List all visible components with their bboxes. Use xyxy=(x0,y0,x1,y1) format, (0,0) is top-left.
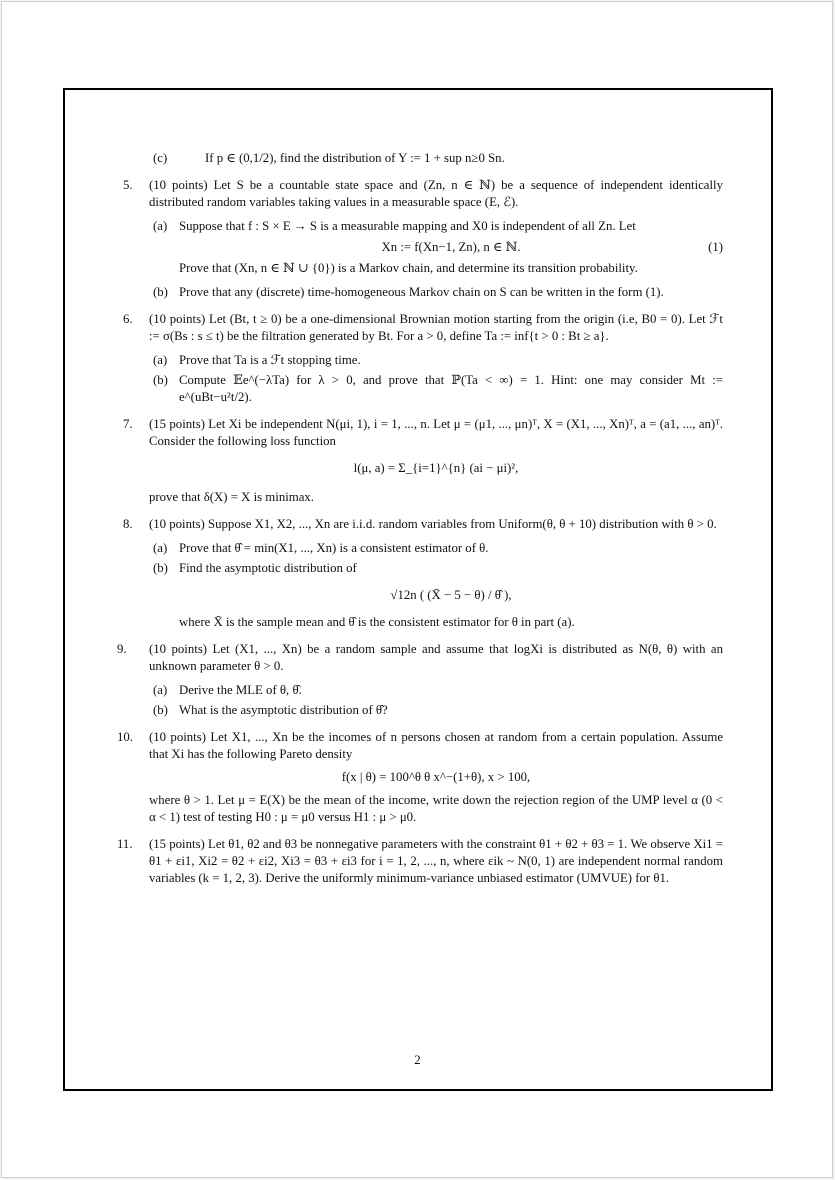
part-label: (b) xyxy=(153,285,168,299)
part-label: (a) xyxy=(153,541,168,555)
problem-6-part-b xyxy=(149,372,723,406)
part-label: (b) xyxy=(153,561,168,575)
problem-number: 6. xyxy=(123,312,133,326)
problem-conclusion: where θ > 1. Let μ = E(X) be the mean of the income, write down the rejection region of the UMP level α (0 < α < 1) test of testing H0 : μ = μ0 versus H1 : μ > μ0. xyxy=(149,793,723,824)
part-text: Prove that θ̂ = min(X1, ..., Xn) is a consistent estimator of θ. xyxy=(179,541,489,555)
problem-8-part-a xyxy=(149,540,723,557)
problem-intro: (10 points) Let (Bt, t ≥ 0) be a one-dimensional Brownian motion starting from the origin (i.e, B0 = 0). Let ℱt := σ(Bs : s ≤ t) be the filtration generated by Bt. For a > 0, define Ta := inf{t > 0 : Bt ≥ a}. xyxy=(149,312,723,343)
part-text: Prove that Ta is a ℱt stopping time. xyxy=(179,353,361,367)
problem-intro: (10 points) Let X1, ..., Xn be the incomes of n persons chosen at random from a certain population. Assume that Xi has the following Pareto density xyxy=(149,730,723,761)
asymptotic-expression: √12n ( (X̄ − 5 − θ) / θ̂ ), xyxy=(390,588,512,602)
part-label: (a) xyxy=(153,683,168,697)
problem-10 xyxy=(117,729,723,826)
problem-intro: (15 points) Let Xi be independent N(μi, 1), i = 1, ..., n. Let μ = (μ1, ..., μn)ᵀ, X = (X1, ..., Xn)ᵀ, a = (a1, ..., an)ᵀ. Consider the following loss function xyxy=(149,417,723,448)
equation-1 xyxy=(179,239,723,256)
problem-number: 11. xyxy=(117,837,133,851)
part-text: Compute 𝔼e^(−λTa) for λ > 0, and prove that ℙ(Ta < ∞) = 1. Hint: one may consider Mt := e^(uBt−u²t/2). xyxy=(179,373,723,404)
part-label: (a) xyxy=(153,353,168,367)
part-label: (a) xyxy=(153,219,168,233)
part-text: Derive the MLE of θ, θ̂. xyxy=(179,683,302,697)
problem-5-part-a xyxy=(149,218,723,277)
previous-part-c xyxy=(123,150,723,167)
problem-number: 8. xyxy=(123,517,133,531)
problem-6 xyxy=(123,311,723,406)
problem-5-part-b xyxy=(149,284,723,301)
problem-number: 9. xyxy=(117,642,127,656)
part-text: Find the asymptotic distribution of xyxy=(179,561,357,575)
problem-9-part-b xyxy=(149,702,723,719)
problem-conclusion: prove that δ(X) = X is minimax. xyxy=(149,490,315,504)
problem-number: 5. xyxy=(123,178,133,192)
page-number: 2 xyxy=(414,1052,421,1067)
part-text-after: Prove that (Xn, n ∈ ℕ ∪ {0}) is a Markov chain, and determine its transition probability. xyxy=(179,261,638,275)
part-text: What is the asymptotic distribution of θ̂? xyxy=(179,703,388,717)
problem-7 xyxy=(123,416,723,506)
problem-intro: (15 points) Let θ1, θ2 and θ3 be nonnegative parameters with the constraint θ1 + θ2 + θ3 = 1. We observe Xi1 = θ1 + εi1, Xi2 = θ2 + εi2, Xi3 = θ3 + εi3 for i = 1, 2, ..., n, where εik ~ N(0, 1) are independent normal random variables (k = 1, 2, 3). Derive the uniformly minimum-variance unbiased estimator (UMVUE) for θ1. xyxy=(149,837,723,885)
problem-number: 7. xyxy=(123,417,133,431)
problem-5 xyxy=(123,177,723,301)
part-label: (b) xyxy=(153,373,168,387)
problem-intro: (10 points) Let (X1, ..., Xn) be a random sample and assume that logXi is distributed as N(θ, θ) with an unknown parameter θ > 0. xyxy=(149,642,723,673)
loss-function-equation: l(μ, a) = Σ_{i=1}^{n} (ai − μi)², xyxy=(353,461,519,475)
problem-intro: (10 points) Suppose X1, X2, ..., Xn are i.i.d. random variables from Uniform(θ, θ + 10) distribution with θ > 0. xyxy=(149,517,717,531)
equation-number: (1) xyxy=(708,240,723,254)
part-text: Prove that any (discrete) time-homogeneous Markov chain on S can be written in the form (1). xyxy=(179,285,664,299)
part-text-after: where X̄ is the sample mean and θ̂ is the consistent estimator for θ in part (a). xyxy=(179,615,575,629)
part-text: Suppose that f : S × E → S is a measurable mapping and X0 is independent of all Zn. Let xyxy=(179,219,636,233)
problem-8 xyxy=(123,516,723,631)
problem-6-part-a xyxy=(149,352,723,369)
problem-intro: (10 points) Let S be a countable state space and (Zn, n ∈ ℕ) be a sequence of independent identically distributed random variables taking values in a measurable space (E, ℰ). xyxy=(149,178,723,209)
part-text: If p ∈ (0,1/2), find the distribution of Y := 1 + sup n≥0 Sn. xyxy=(205,151,505,165)
problem-11 xyxy=(117,836,723,887)
problem-9-part-a xyxy=(149,682,723,699)
problem-number: 10. xyxy=(117,730,133,744)
problem-9 xyxy=(117,641,723,719)
problem-8-part-b xyxy=(149,560,723,631)
part-label: (c) xyxy=(153,151,168,165)
pareto-density-equation: f(x | θ) = 100^θ θ x^−(1+θ), x > 100, xyxy=(341,770,531,784)
part-label: (b) xyxy=(153,703,168,717)
exam-content xyxy=(117,150,723,897)
equation-text: Xn := f(Xn−1, Zn), n ∈ ℕ. xyxy=(381,240,521,254)
